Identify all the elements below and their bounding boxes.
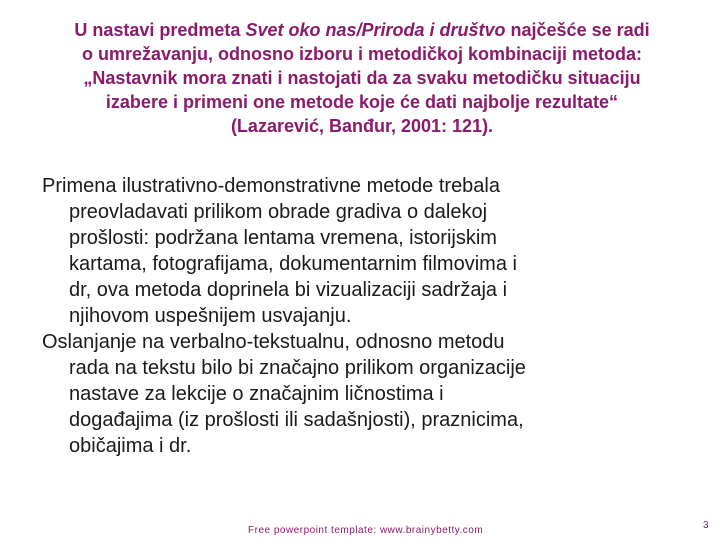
- slide-body: [42, 173, 662, 459]
- paragraph-line: preovladavati prilikom obrade gradiva o dalekoj: [69, 201, 488, 223]
- paragraph-line: Primena ilustrativno-demonstrativne metode trebala: [42, 175, 500, 197]
- title-line-1-end: najčešće se radi: [505, 20, 650, 40]
- paragraph-line: prošlosti: podržana lentama vremena, istorijskim: [69, 227, 497, 249]
- paragraph-line: njihovom uspešnijem usvajanju.: [69, 305, 352, 327]
- title-line-2: o umrežavanju, odnosno izboru i metodičkoj kombinaciji metoda:: [81, 44, 643, 64]
- paragraph-line: nastave za lekcije o značajnim ličnostima i: [69, 383, 444, 405]
- title-line-1: [22, 18, 702, 42]
- paragraph-line: običajima i dr.: [69, 435, 192, 457]
- paragraph-line: kartama, fotografijama, dokumentarnim filmovima i: [69, 253, 517, 275]
- paragraph-line: dr, ova metoda doprinela bi vizualizaciji sadržaja i: [69, 279, 508, 301]
- slide-title: [22, 18, 702, 138]
- paragraph-line: Oslanjanje na verbalno-tekstualnu, odnosno metodu: [42, 331, 505, 353]
- paragraph-line: događajima (iz prošlosti ili sadašnjosti), praznicima,: [69, 409, 524, 431]
- page-number: 3: [703, 520, 709, 531]
- title-line-5: (Lazarević, Banđur, 2001: 121).: [230, 116, 494, 136]
- title-line-4: izabere i primeni one metode koje će dati najbolje rezultate“: [105, 92, 619, 112]
- title-line-1-start: U nastavi predmeta: [74, 20, 246, 40]
- paragraph-verbal-method: [42, 329, 662, 459]
- paragraph-illustrative-method: [42, 173, 662, 329]
- title-line-3: „Nastavnik mora znati i nastojati da za svaku metodičku situaciju: [83, 68, 641, 88]
- paragraph-line: rada na tekstu bilo bi značajno prilikom organizacije: [69, 357, 526, 379]
- footer-credit: Free powerpoint template: www.brainybetty.com: [248, 525, 484, 536]
- title-subject-name: Svet oko nas/Priroda i društvo: [245, 20, 506, 40]
